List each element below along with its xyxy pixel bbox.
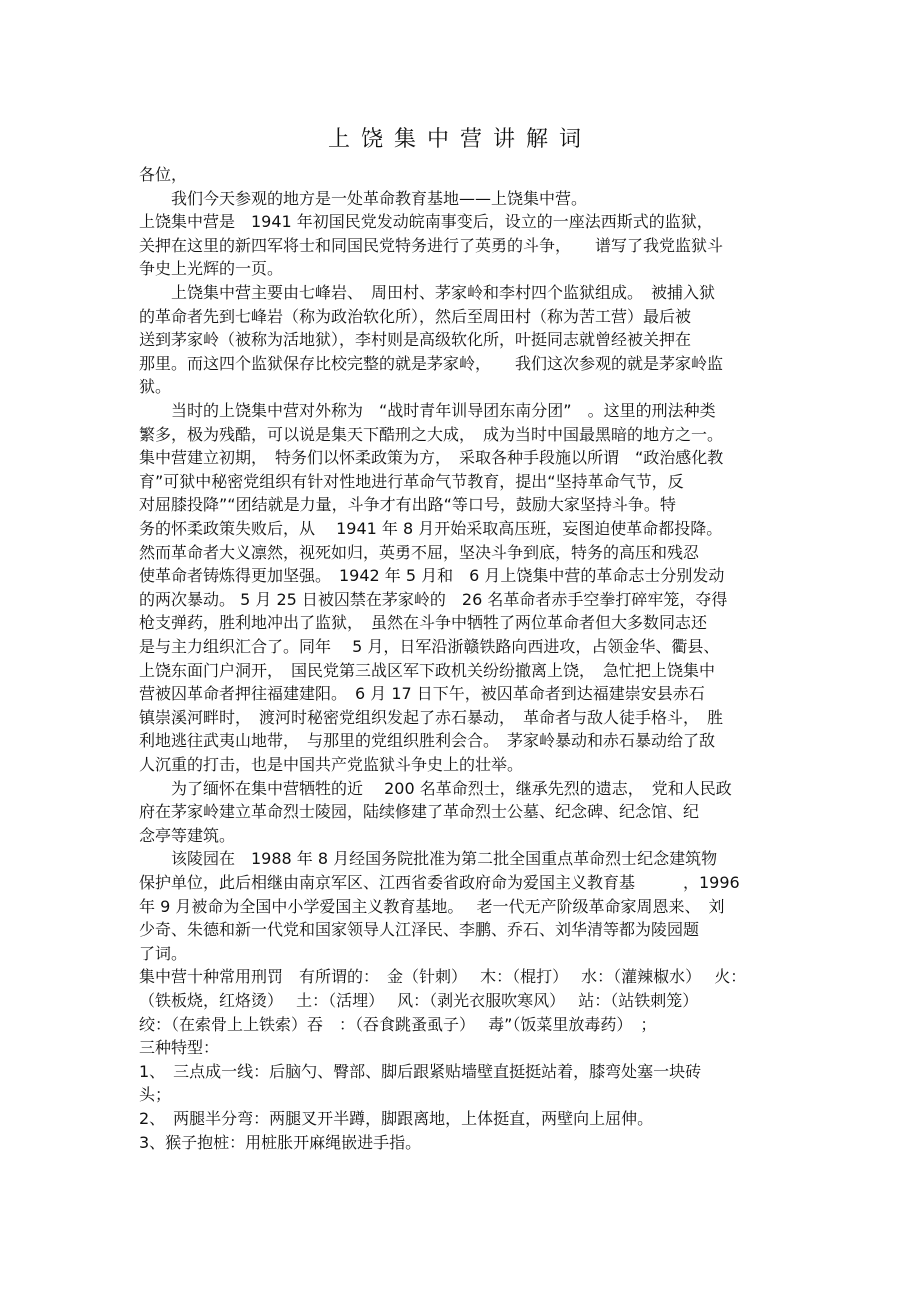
text-line: 该陵园在 1988 年 8 月经国务院批准为第二批全国重点革命烈士纪念建筑物 <box>139 849 718 869</box>
text-line: 送到茅家岭（被称为活地狱），李村则是高级软化所，叶挺同志就曾经被关押在 <box>139 330 692 350</box>
text-line: 务的怀柔政策失败后，从 1941 年 8 月开始采取高压班，妄图迫使革命都投降。 <box>139 519 723 538</box>
text-line: 人沉重的打击，也是中国共产党监狱斗争史上的壮举。 <box>139 755 524 774</box>
text-line: 上饶集中营主要由七峰岩、 周田村、茅家岭和李村四个监狱组成。 被捕入狱 <box>139 283 716 302</box>
text-line: 3、猴子抱桩：用桩胀开麻绳嵌进手指。 <box>139 1132 422 1152</box>
text-line: 营被囚革命者押往福建建阳。 6 月 17 日下午，被囚革命者到达福建崇安县赤石 <box>139 684 705 704</box>
text-line: （铁板烧，红烙烫） 土：（活埋） 风：（剥光衣服吹寒风） 站：（站铁刺笼） <box>139 991 699 1010</box>
text-line: 各位， <box>139 165 188 184</box>
text-line: 当时的上饶集中营对外称为 “战时青年训导团东南分团” 。这里的刑法种类 <box>139 401 716 420</box>
text-line: 为了缅怀在集中营牺牲的近 200 名革命烈士，继承先烈的遗志， 党和人民政 <box>139 778 732 798</box>
text-line: 了词。 <box>139 943 188 963</box>
text-line: 绞：（在索骨上上铁索）吞 ：（吞食跳蚤虱子） 毒”（饭菜里放毒药） ； <box>139 1014 657 1034</box>
text-line: 镇崇溪河畔时， 渡河时秘密党组织发起了赤石暴动， 革命者与敌人徒手格斗， 胜 <box>139 707 724 727</box>
text-line: 上饶集中营是 1941 年初国民党发动皖南事变后，设立的一座法西斯式的监狱， <box>139 212 713 232</box>
text-line: 保护单位，此后相继由南京军区、江西省委省政府命为爱国主义教育基 ，1996 <box>139 873 740 892</box>
text-line: 我们今天参观的地方是一处革命教育基地——上饶集中营。 <box>139 188 588 208</box>
text-line: 的革命者先到七峰岩（称为政治软化所），然后至周田村（称为苦工营）最后被 <box>139 306 692 326</box>
text-line: 府在茅家岭建立革命烈士陵园，陆续修建了革命烈士公墓、纪念碑、纪念馆、纪 <box>139 802 700 822</box>
text-line: 头； <box>139 1085 172 1105</box>
text-line: 争史上光辉的一页。 <box>139 259 284 279</box>
text-line: 对屈膝投降”“团结就是力量，斗争才有出路“等口号，鼓励大家坚持斗争。特 <box>139 495 676 515</box>
text-line: 2、 两腿半分弯：两腿叉开半蹲，脚跟离地，上体挺直，两壁向上屈伸。 <box>139 1109 654 1128</box>
text-line: 集中营建立初期， 特务们以怀柔政策为方， 采取各种手段施以所谓 “政治感化教 <box>139 448 724 468</box>
text-line: 上饶东面门户洞开， 国民党第三战区军下政机关纷纷撤离上饶， 急忙把上饶集中 <box>139 660 716 680</box>
text-line: 是与主力组织汇合了。同年 5 月，日军沿浙赣铁路向西进攻，占领金华、衢县、 <box>139 637 720 656</box>
text-line: 三种特型： <box>139 1038 220 1058</box>
text-line: 年 9 月被命为全国中小学爱国主义教育基地。 老一代无产阶级革命家周恩来、 刘 <box>139 896 725 916</box>
text-line: 繁多，极为残酷，可以说是集天下酷刑之大成， 成为当时中国最黑暗的地方之一。 <box>139 424 724 444</box>
document-title: 上饶集中营讲解词 <box>327 127 592 152</box>
text-line: 狱。 <box>139 377 172 397</box>
text-line: 育”可狱中秘密党组织有针对性地进行革命气节教育，提出“坚持革命气节，反 <box>139 471 684 491</box>
text-line: 利地逃往武夷山地带， 与那里的党组织胜利会合。 茅家岭暴动和赤石暴动给了敌 <box>139 731 716 751</box>
text-line: 然而革命者大义凛然，视死如归，英勇不屈，坚决斗争到底，特务的高压和残忍 <box>139 542 700 562</box>
text-line: 那里。而这四个监狱保存比校完整的就是茅家岭， 我们这次参观的就是茅家岭监 <box>139 353 724 373</box>
text-line: 集中营十种常用刑罚 有所谓的： 金（针刺） 木：（棍打） 水：（灌辣椒水） 火： <box>139 967 747 987</box>
text-line: 枪支弹药，胜利地冲出了监狱， 虽然在斗争中牺牲了两位革命者但大多数同志还 <box>139 613 708 633</box>
text-line: 关押在这里的新四军将士和同国民党特务进行了英勇的斗争， 谱写了我党监狱斗 <box>139 235 724 255</box>
text-line: 1、 三点成一线：后脑勺、臀部、脚后跟紧贴墙壁直挺挺站着，膝弯处塞一块砖 <box>139 1061 702 1081</box>
text-line: 念亭等建筑。 <box>139 825 236 845</box>
text-line: 使革命者铸炼得更加坚强。 1942 年 5 月和 6 月上饶集中营的革命志士分别发动 <box>139 566 725 586</box>
text-line: 少奇、朱德和新一代党和国家领导人江泽民、李鹏、乔石、刘华清等都为陵园题 <box>139 920 700 940</box>
text-line: 的两次暴动。 5 月 25 日被囚禁在茅家岭的 26 名革命者赤手空拳打碎牢笼，夺得 <box>139 589 728 609</box>
